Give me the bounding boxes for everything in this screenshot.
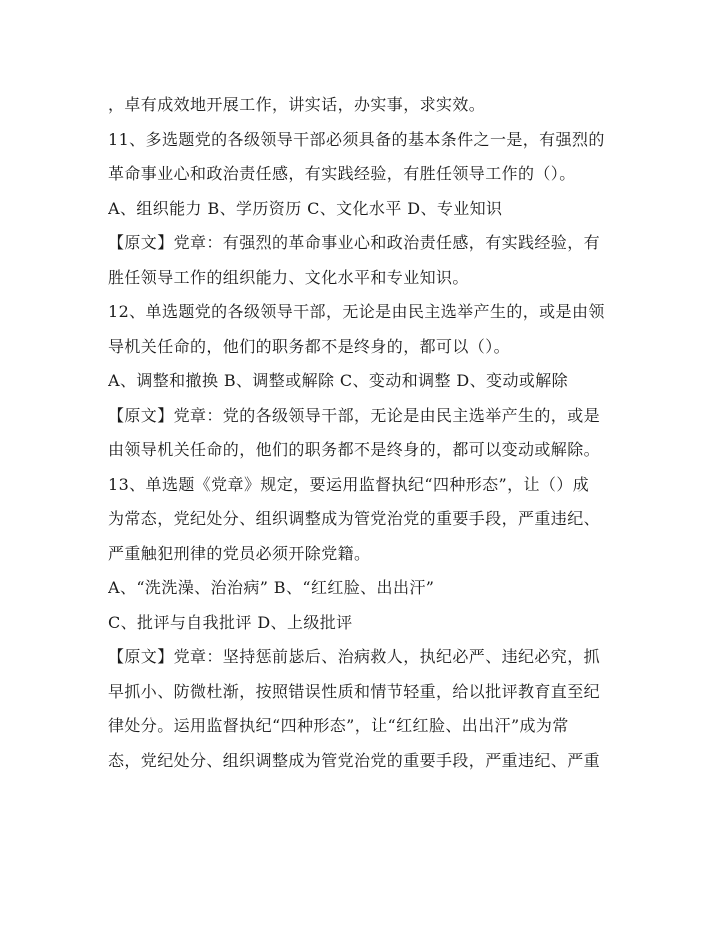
question-11-options: A、组织能力 B、学历资历 C、文化水平 D、专业知识 bbox=[108, 198, 503, 218]
question-12-line-1: 12、单选题党的各级领导干部，无论是由民主选举产生的，或是由领 bbox=[108, 302, 605, 321]
question-11-line-2: 革命事业心和政治责任感，有实践经验，有胜任领导工作的（）。 bbox=[108, 164, 576, 183]
question-13-line-3: 严重触犯刑律的党员必须开除党籍。 bbox=[108, 543, 371, 563]
question-13-source-line-4: 态，党纪处分、组织调整成为管党治党的重要手段，严重违纪、严重 bbox=[108, 750, 601, 770]
question-12-source-line-1: 【原文】党章：党的各级领导干部，无论是由民主选举产生的，或是 bbox=[108, 405, 601, 425]
question-13-options-2: C、批评与自我批评 D、上级批评 bbox=[108, 612, 353, 632]
question-13-line-1: 13、单选题《党章》规定，要运用监督执纪“四种形态”，让（）成 bbox=[108, 474, 590, 494]
question-13-source-line-1: 【原文】党章：坚持惩前毖后、治病救人，执纪必严、违纪必究，抓 bbox=[108, 647, 601, 666]
document-body bbox=[108, 88, 608, 778]
question-12-source-line-2: 由领导机关任命的，他们的职务都不是终身的，都可以变动或解除。 bbox=[108, 440, 601, 459]
question-12-options: A、调整和撤换 B、调整或解除 C、变动和调整 D、变动或解除 bbox=[108, 371, 569, 390]
question-13-source-line-3: 律处分。运用监督执纪“四种形态”，让“红红脸、出出汗”成为常 bbox=[108, 716, 569, 735]
text-line: ，卓有成效地开展工作，讲实话，办实事，求实效。 bbox=[108, 95, 486, 114]
question-11-source-line-2: 胜任领导工作的组织能力、文化水平和专业知识。 bbox=[108, 267, 469, 287]
question-13-source-line-2: 早抓小、防微杜渐，按照错误性质和情节轻重，给以批评教育直至纪 bbox=[108, 681, 601, 701]
question-12-line-2: 导机关任命的，他们的职务都不是终身的，都可以（）。 bbox=[108, 336, 511, 356]
question-11-source-line-1: 【原文】党章：有强烈的革命事业心和政治责任感，有实践经验，有 bbox=[108, 233, 601, 252]
question-11-line-1: 11、多选题党的各级领导干部必须具备的基本条件之一是，有强烈的 bbox=[108, 129, 605, 149]
question-13-options-1: A、“洗洗澡、治治病” B、“红红脸、出出汗” bbox=[108, 578, 435, 597]
question-13-line-2: 为常态，党纪处分、组织调整成为管党治党的重要手段，严重违纪、 bbox=[108, 509, 601, 528]
